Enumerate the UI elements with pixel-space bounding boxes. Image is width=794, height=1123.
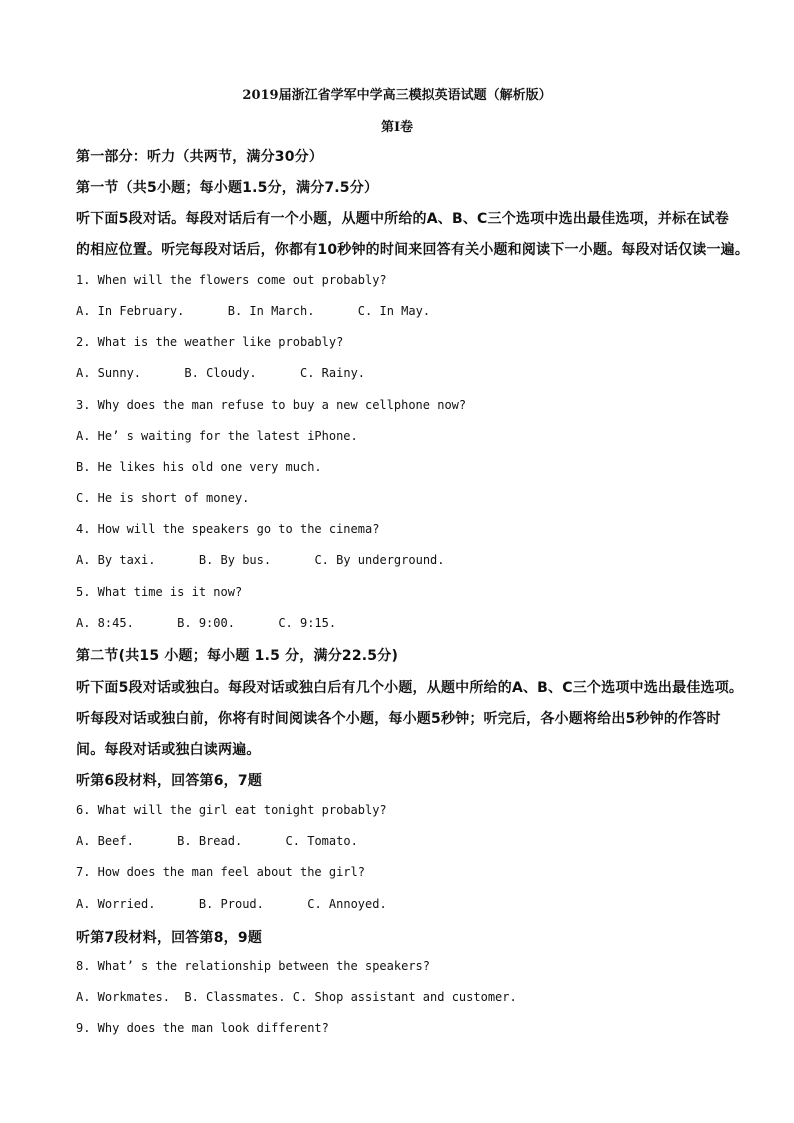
- question-3-option-a: A. He’ s waiting for the latest iPhone.: [76, 429, 358, 443]
- section2-instruction-line1: 听下面5段对话或独白。每段对话或独白后有几个小题，从题中所给的A、B、C三个选项中选出最佳选项。: [76, 680, 744, 696]
- section1-instruction-line2: 的相应位置。听完每段对话后，你都有10秒钟的时间来回答有关小题和阅读下一小题。每段对话仅读一遍。: [76, 242, 750, 258]
- option-a: A. Sunny.: [76, 366, 142, 380]
- option-c: C. Annoyed.: [307, 897, 387, 911]
- question-1-options: [76, 304, 430, 318]
- option-b: B. Classmates.: [184, 990, 286, 1004]
- option-c: C. Rainy.: [300, 366, 366, 380]
- question-3-option-c: C. He is short of money.: [76, 491, 250, 505]
- option-b: B. Bread.: [177, 834, 243, 848]
- option-a: A. Worried.: [76, 897, 156, 911]
- section1-heading: 第一节（共5小题；每小题1.5分，满分7.5分）: [76, 180, 379, 196]
- option-c: C. Shop assistant and customer.: [292, 990, 517, 1004]
- exam-title: 2019届浙江省学军中学高三模拟英语试题（解析版）: [242, 88, 552, 103]
- question-8: 8. What’ s the relationship between the speakers?: [76, 959, 431, 973]
- question-5: 5. What time is it now?: [76, 585, 243, 599]
- option-b: B. Proud.: [198, 897, 264, 911]
- question-2-options: [76, 366, 365, 380]
- material-6-heading: 听第6段材料，回答第6，7题: [76, 773, 263, 789]
- option-b: B. In March.: [227, 304, 315, 318]
- question-4-options: [76, 553, 445, 567]
- option-c: C. Tomato.: [285, 834, 358, 848]
- volume-label: 第I卷: [380, 120, 414, 135]
- option-b: B. 9:00.: [177, 616, 235, 630]
- question-7-options: [76, 897, 387, 911]
- question-7: 7. How does the man feel about the girl?: [76, 865, 365, 879]
- material-7-heading: 听第7段材料，回答第8，9题: [76, 930, 263, 946]
- option-c: C. In May.: [357, 304, 431, 318]
- question-4: 4. How will the speakers go to the cinema?: [76, 522, 380, 536]
- section1-instruction-line1: 听下面5段对话。每段对话后有一个小题，从题中所给的A、B、C三个选项中选出最佳选项，并标在试卷: [76, 211, 729, 227]
- question-6-options: [76, 834, 358, 848]
- question-8-options: [76, 990, 517, 1004]
- option-a: A. By taxi.: [76, 553, 156, 567]
- question-5-options: [76, 616, 336, 630]
- section2-instruction-line2: 听每段对话或独白前，你将有时间阅读各个小题，每小题5秒钟；听完后，各小题将给出5秒钟的作答时: [76, 711, 721, 727]
- section2-instruction-line3: 间。每段对话或独白读两遍。: [76, 742, 261, 758]
- question-3: 3. Why does the man refuse to buy a new cellphone now?: [76, 398, 467, 412]
- option-b: B. Cloudy.: [184, 366, 257, 380]
- question-1: 1. When will the flowers come out probably?: [76, 273, 387, 287]
- option-a: A. In February.: [76, 304, 185, 318]
- option-b: B. By bus.: [198, 553, 272, 567]
- option-a: A. Beef.: [76, 834, 134, 848]
- option-a: A. 8:45.: [76, 616, 134, 630]
- question-9: 9. Why does the man look different?: [76, 1021, 329, 1035]
- question-3-option-b: B. He likes his old one very much.: [76, 460, 322, 474]
- section2-heading: 第二节(共15 小题；每小题 1.5 分，满分22.5分): [76, 648, 399, 664]
- question-6: 6. What will the girl eat tonight probably?: [76, 803, 387, 817]
- option-c: C. 9:15.: [278, 616, 337, 630]
- option-a: A. Workmates.: [76, 990, 170, 1004]
- part1-heading: 第一部分：听力（共两节，满分30分）: [76, 149, 324, 165]
- option-c: C. By underground.: [314, 553, 445, 567]
- question-2: 2. What is the weather like probably?: [76, 335, 344, 349]
